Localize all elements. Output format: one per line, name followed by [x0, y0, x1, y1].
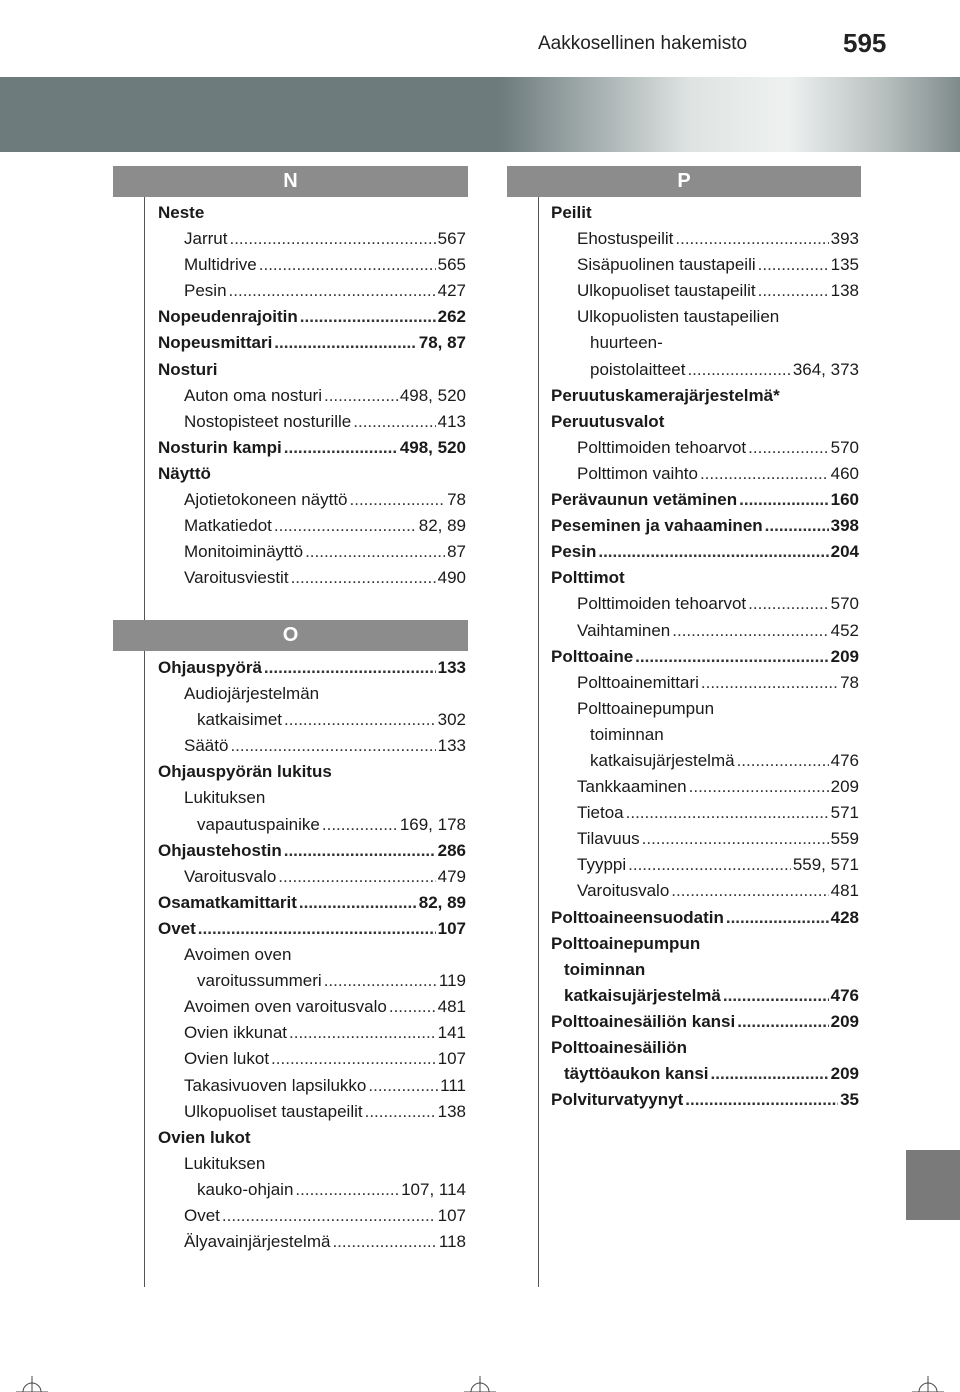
- leader-dots: [700, 461, 829, 487]
- index-column-p: [551, 200, 859, 1113]
- index-entry: [158, 461, 466, 487]
- leader-dots: [353, 409, 435, 435]
- index-entry-label: Ulkopuoliset taustapeilit: [184, 1101, 363, 1121]
- leader-dots: [274, 330, 416, 356]
- index-entry-label: Osamatkamittarit: [158, 892, 297, 912]
- index-entry-page: 476: [830, 750, 859, 770]
- index-entry: [551, 565, 859, 591]
- leader-dots: [324, 383, 398, 409]
- index-entry: [551, 774, 859, 800]
- index-entry-label: Polttoainepumpun: [577, 698, 715, 718]
- index-entry: [551, 826, 859, 852]
- index-entry-page: 479: [437, 866, 466, 886]
- leader-dots: [723, 983, 829, 1009]
- leader-dots: [284, 707, 436, 733]
- index-entry-label: katkaisujärjestelmä: [590, 750, 735, 770]
- index-entry: [551, 487, 859, 513]
- index-entry: [158, 994, 466, 1020]
- index-entry-label: Nosturin kampi: [158, 437, 282, 457]
- index-entry-page: 209: [830, 1011, 859, 1031]
- index-column-n: [158, 200, 466, 591]
- index-entry-page: 302: [437, 710, 466, 730]
- running-header-title: Aakkosellinen hakemisto: [538, 33, 748, 54]
- leader-dots: [229, 226, 435, 252]
- index-entry: [158, 357, 466, 383]
- index-entry: [551, 330, 859, 356]
- index-entry-label: Takasivuoven lapsilukko: [184, 1075, 367, 1095]
- index-entry-label: Perävaunun vetäminen: [551, 490, 738, 510]
- leader-dots: [739, 487, 829, 513]
- index-entry-page: 82, 89: [418, 516, 466, 536]
- leader-dots: [748, 435, 828, 461]
- index-entry: [158, 916, 466, 942]
- leader-dots: [300, 304, 436, 330]
- index-entry: [551, 852, 859, 878]
- index-entry-page: 481: [830, 881, 859, 901]
- column-rule-n: [144, 197, 145, 620]
- index-entry: [551, 1035, 859, 1061]
- index-entry: [158, 1073, 466, 1099]
- leader-dots: [284, 435, 398, 461]
- index-entry-page: 111: [440, 1075, 466, 1095]
- index-entry: [158, 1229, 466, 1255]
- index-entry: [158, 655, 466, 681]
- index-entry-label: Nopeudenrajoitin: [158, 307, 298, 327]
- index-entry: [158, 304, 466, 330]
- leader-dots: [289, 1020, 436, 1046]
- index-entry-label: täyttöaukon kansi: [564, 1064, 709, 1084]
- index-entry-label: Vaihtaminen: [577, 620, 671, 640]
- leader-dots: [642, 826, 829, 852]
- leader-dots: [278, 864, 435, 890]
- index-entry: [158, 330, 466, 356]
- index-entry: [158, 812, 466, 838]
- index-entry-label: Avoimen oven: [184, 945, 292, 965]
- index-entry-label: Monitoiminäyttö: [184, 542, 304, 562]
- index-entry-label: Ehostuspeilit: [577, 229, 674, 249]
- index-entry-label: Jarrut: [184, 229, 228, 249]
- index-entry-page: 209: [830, 646, 859, 666]
- leader-dots: [295, 1177, 399, 1203]
- index-entry-label: Ulkopuoliset taustapeilit: [577, 281, 756, 301]
- leader-dots: [726, 905, 829, 931]
- leader-dots: [675, 226, 828, 252]
- leader-dots: [689, 774, 829, 800]
- leader-dots: [322, 812, 398, 838]
- index-entry-label: toiminnan: [590, 724, 664, 744]
- index-entry: [551, 748, 859, 774]
- index-entry: [158, 487, 466, 513]
- index-entry-label: Ovien lukot: [158, 1127, 251, 1147]
- index-entry-label: Polviturvatyynyt: [551, 1090, 684, 1110]
- index-entry-label: huurteen-: [590, 333, 663, 353]
- index-entry-label: Peruutusvalot: [551, 411, 665, 431]
- index-entry-page: 133: [437, 736, 466, 756]
- index-entry-page: 141: [437, 1023, 466, 1043]
- index-entry-page: 118: [438, 1232, 466, 1252]
- index-entry: [158, 681, 466, 707]
- index-entry: [158, 707, 466, 733]
- index-entry-page: 209: [830, 1064, 859, 1084]
- index-entry-page: 452: [830, 620, 859, 640]
- leader-dots: [737, 1009, 828, 1035]
- index-entry-page: 570: [830, 594, 859, 614]
- index-entry-label: Lukituksen: [184, 1153, 266, 1173]
- index-entry: [551, 905, 859, 931]
- crop-mark-icon: [12, 1372, 52, 1392]
- index-entry: [551, 696, 859, 722]
- index-entry: [158, 1046, 466, 1072]
- index-entry-page: 571: [830, 803, 859, 823]
- leader-dots: [198, 916, 436, 942]
- index-entry-label: varoitussummeri: [197, 971, 322, 991]
- leader-dots: [671, 878, 828, 904]
- index-entry: [551, 226, 859, 252]
- index-entry-label: Peilit: [551, 203, 592, 222]
- index-entry-label: Ohjauspyörän lukitus: [158, 762, 332, 782]
- index-entry-label: Peseminen ja vahaaminen: [551, 516, 763, 536]
- index-entry-page: 427: [437, 281, 466, 301]
- index-entry-page: 393: [830, 229, 859, 249]
- index-entry-label: katkaisujärjestelmä: [564, 985, 721, 1005]
- index-entry: [158, 733, 466, 759]
- leader-dots: [737, 748, 829, 774]
- index-entry-label: vapautuspainike: [197, 814, 320, 834]
- leader-dots: [672, 618, 828, 644]
- index-entry-label: Ovien ikkunat: [184, 1023, 287, 1043]
- index-entry-page: 107: [437, 918, 466, 938]
- leader-dots: [274, 513, 417, 539]
- index-entry-page: 169, 178: [399, 814, 466, 834]
- index-entry-label: Säätö: [184, 736, 229, 756]
- leader-dots: [635, 644, 828, 670]
- index-entry-label: Nopeusmittari: [158, 333, 273, 353]
- leader-dots: [271, 1046, 436, 1072]
- index-entry: [158, 513, 466, 539]
- index-entry-label: Ovet: [184, 1205, 220, 1225]
- leader-dots: [365, 1099, 436, 1125]
- index-entry-label: Varoitusvalo: [577, 881, 670, 901]
- leader-dots: [628, 852, 791, 878]
- index-entry-label: Ohjaustehostin: [158, 840, 282, 860]
- index-entry-label: Polttoaineensuodatin: [551, 907, 724, 927]
- index-entry: [158, 838, 466, 864]
- index-entry-page: 460: [830, 463, 859, 483]
- index-entry-label: Näyttö: [158, 463, 211, 483]
- leader-dots: [324, 968, 437, 994]
- index-entry-label: Polttimoiden tehoarvot: [577, 594, 747, 614]
- crop-mark-icon: [460, 1372, 500, 1392]
- index-entry: [551, 957, 859, 983]
- leader-dots: [222, 1203, 436, 1229]
- index-entry-page: 160: [830, 490, 859, 510]
- index-entry: [158, 539, 466, 565]
- index-entry: [551, 200, 859, 226]
- index-entry: [551, 383, 859, 409]
- index-entry-label: Ovet: [158, 918, 196, 938]
- index-entry: [551, 1087, 859, 1113]
- leader-dots: [598, 539, 828, 565]
- index-entry-label: Auton oma nosturi: [184, 385, 322, 405]
- index-entry-page: 78: [447, 490, 466, 510]
- index-entry-label: Tankkaaminen: [577, 777, 687, 797]
- column-rule-p: [538, 197, 539, 1287]
- index-entry-label: Sisäpuolinen taustapeili: [577, 255, 756, 275]
- index-entry-page: 138: [437, 1101, 466, 1121]
- index-entry-page: 364, 373: [792, 359, 859, 379]
- index-entry: [158, 226, 466, 252]
- index-entry: [158, 278, 466, 304]
- index-entry: [158, 942, 466, 968]
- index-entry-label: Tietoa: [577, 803, 624, 823]
- leader-dots: [230, 733, 435, 759]
- index-entry-label: Varoitusvalo: [184, 866, 277, 886]
- index-entry: [551, 618, 859, 644]
- index-entry: [551, 644, 859, 670]
- leader-dots: [264, 655, 436, 681]
- index-entry-label: Polttimot: [551, 568, 625, 588]
- leader-dots: [305, 539, 445, 565]
- index-entry: [158, 968, 466, 994]
- index-entry-page: 107: [437, 1049, 466, 1069]
- index-entry: [551, 931, 859, 957]
- index-entry-label: Polttoainesäiliön: [551, 1038, 688, 1057]
- index-entry-page: 78: [840, 672, 859, 692]
- index-entry-page: 498, 520: [399, 437, 466, 457]
- leader-dots: [685, 1087, 838, 1113]
- index-entry: [158, 890, 466, 916]
- index-entry: [551, 878, 859, 904]
- index-entry-label: Ajotietokoneen näyttö: [184, 490, 348, 510]
- index-entry-label: Matkatiedot: [184, 516, 272, 536]
- index-entry-label: Älyavainjärjestelmä: [184, 1232, 331, 1252]
- index-entry-page: 476: [830, 985, 859, 1005]
- chapter-thumb-tab: [906, 1150, 960, 1220]
- index-entry-label: Polttoaine: [551, 646, 634, 666]
- index-entry-page: 35: [840, 1090, 859, 1110]
- index-entry-page: 82, 89: [418, 892, 466, 912]
- index-entry-label: kauko-ohjain: [197, 1179, 294, 1199]
- index-entry: [158, 1020, 466, 1046]
- index-entry: [551, 591, 859, 617]
- index-entry: [158, 252, 466, 278]
- leader-dots: [687, 357, 790, 383]
- leader-dots: [284, 838, 436, 864]
- index-entry-label: Polttimoiden tehoarvot: [577, 437, 747, 457]
- leader-dots: [259, 252, 436, 278]
- index-entry-label: toiminnan: [564, 959, 646, 979]
- index-entry-page: 204: [830, 542, 859, 562]
- index-entry-page: 559, 571: [792, 855, 859, 875]
- index-entry: [158, 864, 466, 890]
- index-entry: [551, 539, 859, 565]
- index-entry: [551, 357, 859, 383]
- index-entry-page: 481: [437, 997, 466, 1017]
- index-entry: [158, 785, 466, 811]
- index-entry-label: Varoitusviestit: [184, 568, 289, 588]
- index-entry-label: Polttoainesäiliön kansi: [551, 1011, 736, 1031]
- index-entry: [158, 200, 466, 226]
- index-entry-page: 209: [830, 777, 859, 797]
- leader-dots: [368, 1073, 438, 1099]
- index-entry-label: poistolaitteet: [590, 359, 686, 379]
- index-entry-page: 133: [437, 658, 466, 677]
- index-entry: [551, 722, 859, 748]
- index-entry: [551, 304, 859, 330]
- index-entry: [158, 565, 466, 591]
- index-entry-label: Neste: [158, 203, 205, 222]
- leader-dots: [748, 591, 828, 617]
- index-entry: [551, 983, 859, 1009]
- leader-dots: [626, 800, 829, 826]
- index-entry: [158, 1151, 466, 1177]
- header-banner: [0, 77, 960, 152]
- index-entry: [551, 1061, 859, 1087]
- index-entry-label: Ovien lukot: [184, 1049, 270, 1069]
- leader-dots: [291, 565, 436, 591]
- index-entry-label: Pesin: [184, 281, 227, 301]
- leader-dots: [765, 513, 829, 539]
- section-header-p: P: [507, 166, 861, 197]
- index-entry: [551, 435, 859, 461]
- index-entry-page: 559: [830, 829, 859, 849]
- index-entry-label: Tyyppi: [577, 855, 627, 875]
- index-entry-page: 570: [830, 437, 859, 457]
- index-entry-page: 286: [437, 840, 466, 860]
- index-entry-label: Ohjauspyörä: [158, 658, 262, 677]
- leader-dots: [711, 1061, 829, 1087]
- index-entry-label: katkaisimet: [197, 710, 283, 730]
- index-entry-label: Polttoainemittari: [577, 672, 699, 692]
- index-entry: [158, 1099, 466, 1125]
- index-entry-label: Tilavuus: [577, 829, 640, 849]
- index-entry-label: Polttoainepumpun: [551, 933, 701, 953]
- index-entry-page: 138: [830, 281, 859, 301]
- leader-dots: [389, 994, 436, 1020]
- index-entry-label: Multidrive: [184, 255, 257, 275]
- index-entry: [551, 461, 859, 487]
- index-entry-page: 262: [437, 307, 466, 327]
- index-entry: [158, 759, 466, 785]
- index-entry: [158, 1177, 466, 1203]
- index-entry-label: Polttimon vaihto: [577, 463, 698, 483]
- leader-dots: [758, 278, 829, 304]
- index-entry-page: 119: [438, 971, 466, 991]
- index-entry-label: Peruutuskamerajärjestelmä*: [551, 385, 780, 405]
- index-entry-label: Lukituksen: [184, 788, 266, 808]
- index-entry-page: 398: [830, 516, 859, 536]
- crop-mark-icon: [908, 1372, 948, 1392]
- index-entry: [551, 513, 859, 539]
- leader-dots: [758, 252, 829, 278]
- index-entry: [158, 409, 466, 435]
- index-entry-label: Pesin: [551, 542, 597, 562]
- index-entry-label: Avoimen oven varoitusvalo: [184, 997, 387, 1017]
- index-entry: [158, 435, 466, 461]
- index-entry: [551, 800, 859, 826]
- index-entry-page: 87: [447, 542, 466, 562]
- index-column-o: [158, 655, 466, 1255]
- index-entry-label: Nostopisteet nosturille: [184, 411, 352, 431]
- index-entry-label: Audiojärjestelmän: [184, 684, 320, 704]
- index-entry-page: 498, 520: [399, 385, 466, 405]
- index-entry: [551, 409, 859, 435]
- index-entry-page: 413: [437, 411, 466, 431]
- index-entry-label: Nosturi: [158, 359, 218, 379]
- leader-dots: [229, 278, 436, 304]
- leader-dots: [299, 890, 417, 916]
- index-entry: [158, 1125, 466, 1151]
- index-entry: [551, 278, 859, 304]
- index-entry-page: 428: [830, 907, 859, 927]
- index-entry: [551, 252, 859, 278]
- index-entry-page: 135: [830, 255, 859, 275]
- index-entry-page: 107, 114: [401, 1179, 466, 1199]
- section-header-n: N: [113, 166, 468, 197]
- section-header-o: O: [113, 620, 468, 651]
- index-entry-page: 490: [437, 568, 466, 588]
- index-entry: [551, 1009, 859, 1035]
- index-entry: [158, 383, 466, 409]
- leader-dots: [332, 1229, 436, 1255]
- index-entry-page: 78, 87: [418, 333, 466, 353]
- index-entry-label: Ulkopuolisten taustapeilien: [577, 307, 780, 327]
- leader-dots: [701, 670, 838, 696]
- index-entry-page: 565: [437, 255, 466, 275]
- index-entry: [551, 670, 859, 696]
- index-entry-page: 567: [437, 229, 466, 249]
- column-rule-o: [144, 651, 145, 1287]
- index-entry-page: 107: [437, 1205, 466, 1225]
- leader-dots: [350, 487, 446, 513]
- index-entry: [158, 1203, 466, 1229]
- page-number: 595: [843, 28, 887, 58]
